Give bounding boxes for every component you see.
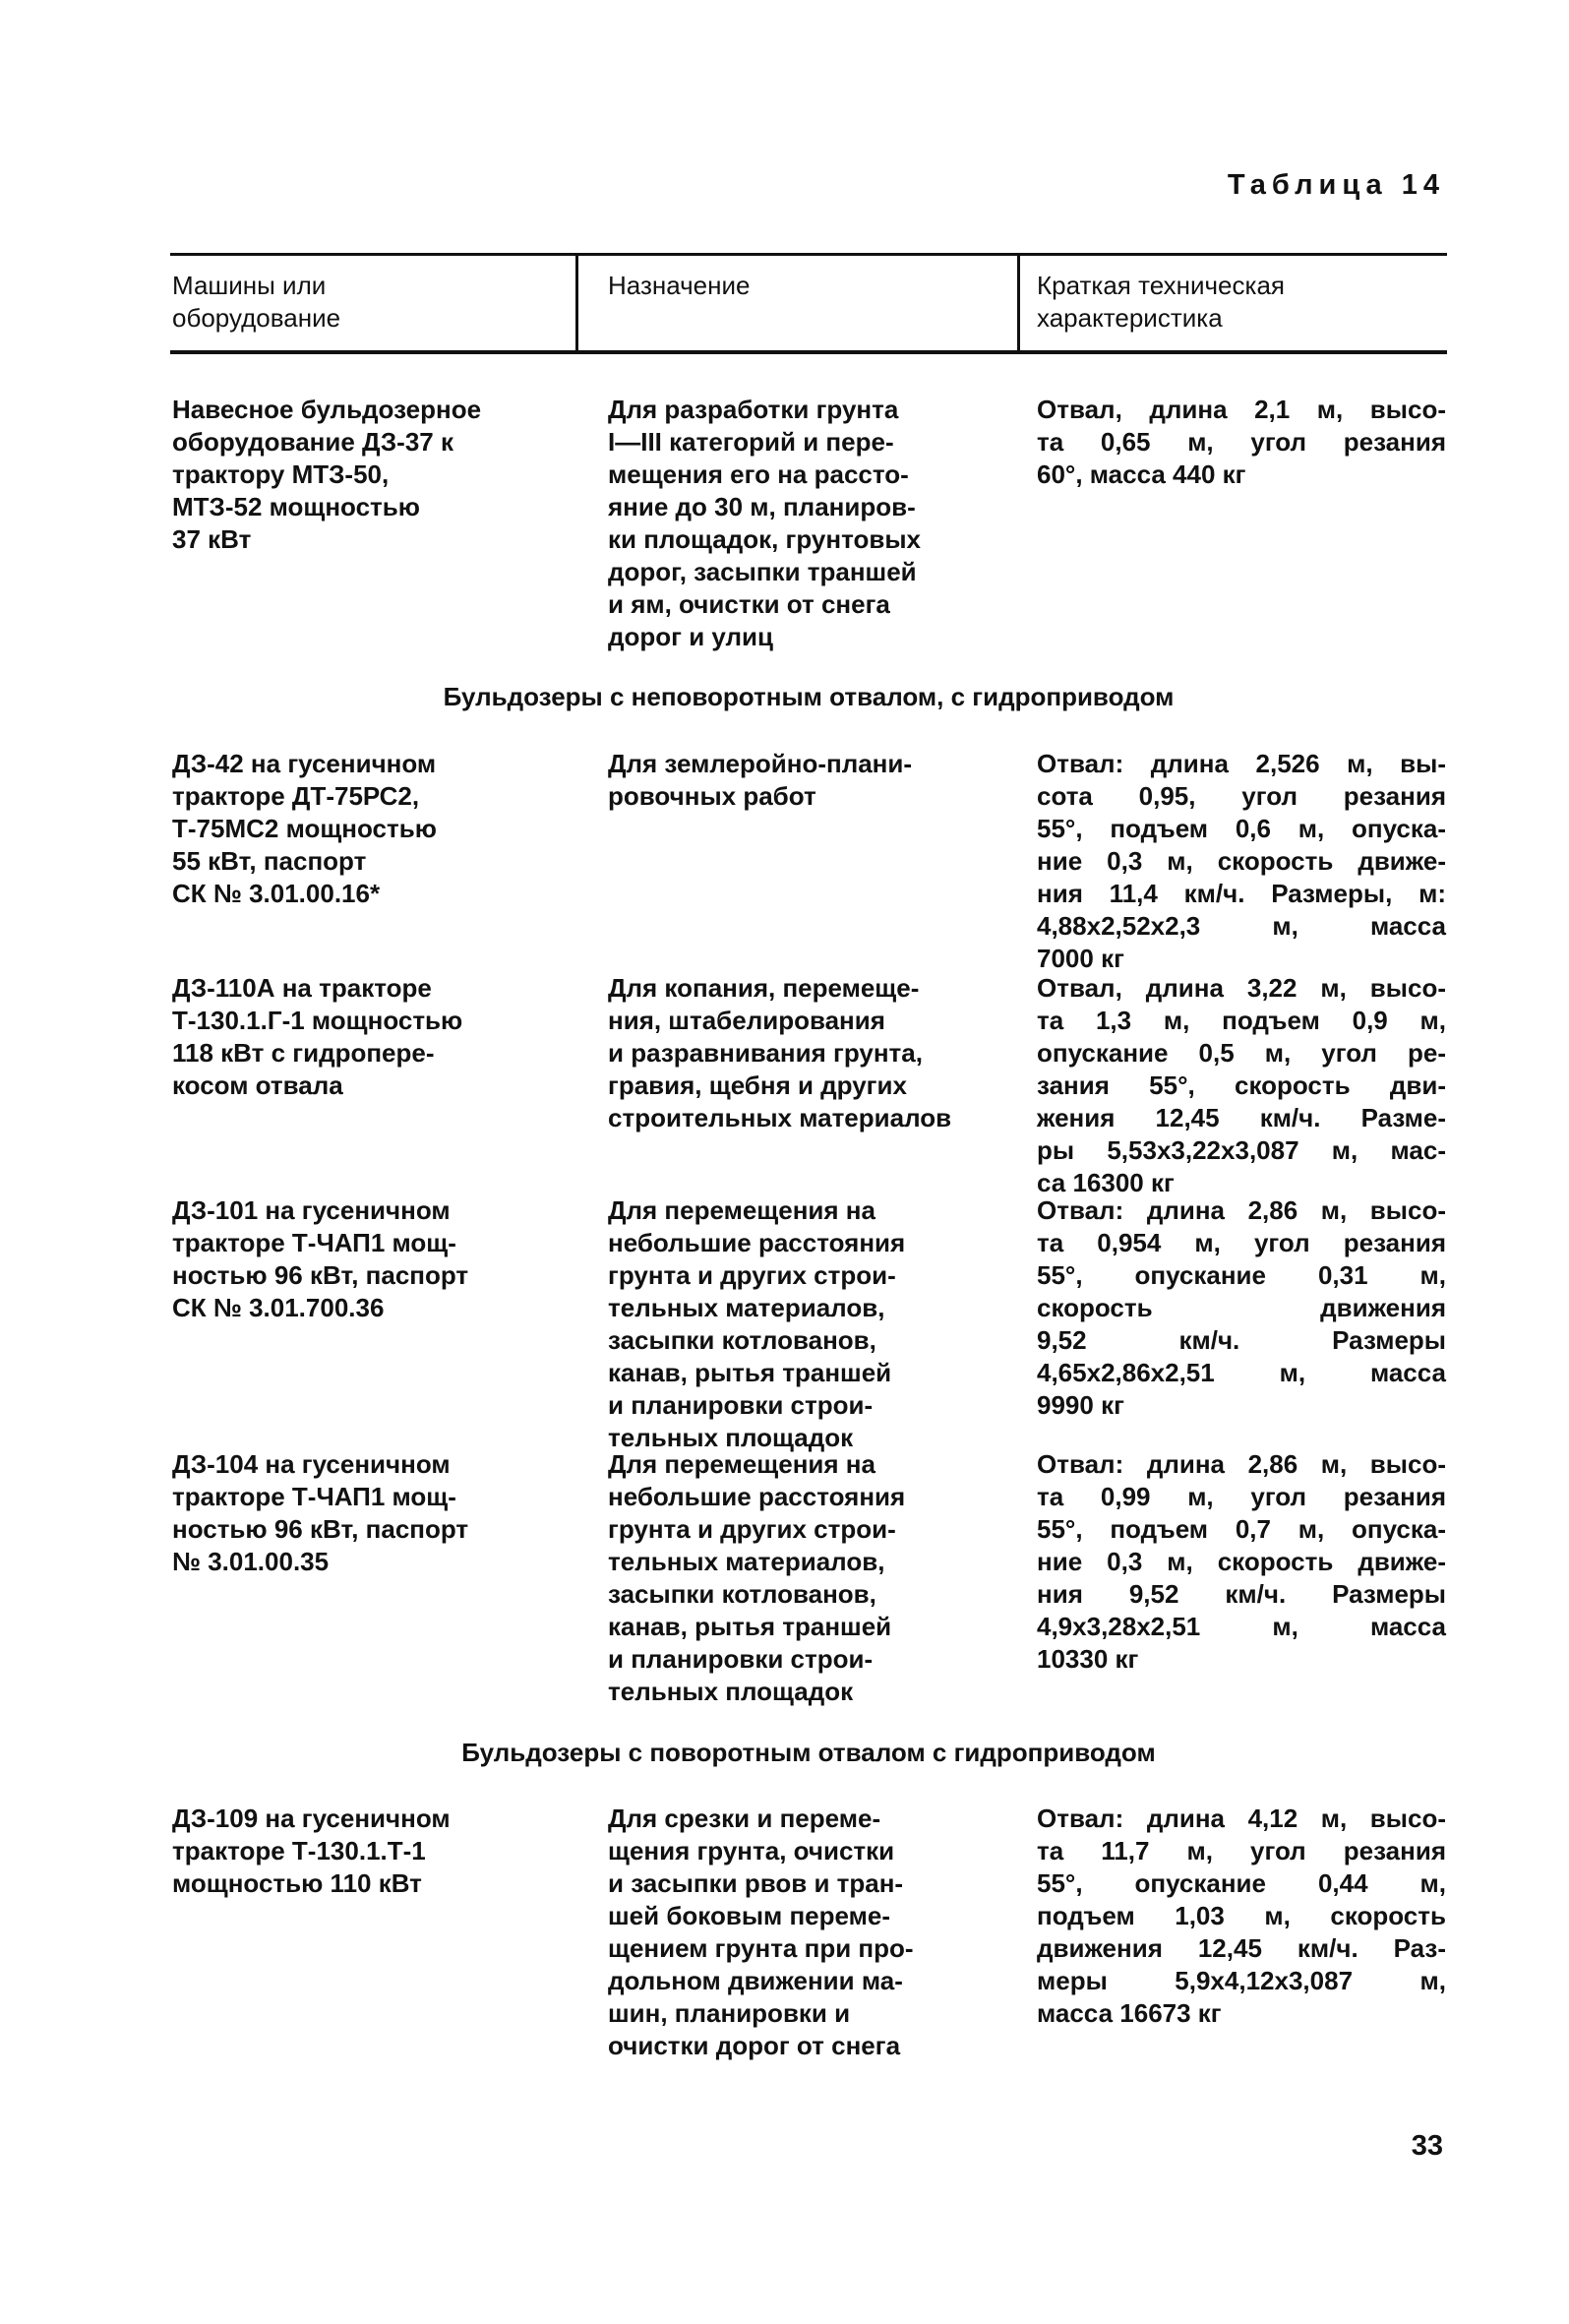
row-dz42-purpose: Для землеройно-плани- ровочных работ — [608, 749, 913, 811]
header-bottom-rule — [170, 350, 1447, 354]
row-dz104-machine: ДЗ-104 на гусеничном тракторе Т-ЧАП1 мощ- ностью 96 кВт, паспорт № 3.01.00.35 — [172, 1449, 469, 1576]
row-dz42-spec: Отвал: длина 2,526 м, вы- сота 0,95, угол резания 55°, подъем 0,6 м, опуска- ние 0,3 м, скорость движе- ния 11,4 км/ч. Размеры, м: 4,88х2,52х2,3 м, масса 7000 кг — [1037, 749, 1446, 973]
header-purpose: Назначение — [608, 271, 751, 300]
header-divider-1 — [575, 253, 578, 354]
table-caption: Таблица 14 — [1227, 169, 1445, 201]
row-dz101-purpose: Для перемещения на небольшие расстояния грунта и других строи- тельных материалов, засыпки котлованов, канав, рытья траншей и планировки строи- тельных площадок — [608, 1195, 906, 1452]
row-dz110a-spec: Отвал, длина 3,22 м, высо- та 1,3 м, подъем 0,9 м, опускание 0,5 м, угол ре- зания 55°, скорость дви- жения 12,45 км/ч. Разме- ры 5,53х3,22х3,087 м, мас- са 16300 кг — [1037, 973, 1446, 1197]
row-dz110a-purpose: Для копания, перемеще- ния, штабелирования и разравнивания грунта, гравия, щебня и других строительных материалов — [608, 973, 952, 1132]
page-number: 33 — [1411, 2130, 1443, 2162]
section-title-fixed-blade: Бульдозеры с неповоротным отвалом, с гидроприводом — [443, 682, 1175, 711]
header-divider-2 — [1017, 253, 1020, 354]
row-dz109-purpose: Для срезки и переме- щения грунта, очистки и засыпки рвов и тран- шей боковым переме- щением грунта при про- дольном движении ма- шин, планировки и очистки дорог от снега — [608, 1804, 914, 2060]
row-dz37-spec: Отвал, длина 2,1 м, высо- та 0,65 м, угол резания 60°, масса 440 кг — [1037, 395, 1446, 489]
row-dz110a-machine: ДЗ-110А на тракторе Т-130.1.Г-1 мощностью 118 кВт с гидропере- косом отвала — [172, 973, 463, 1100]
row-dz42-machine: ДЗ-42 на гусеничном тракторе ДТ-75РС2, Т-75МС2 мощностью 55 кВт, паспорт СК № 3.01.00.16* — [172, 749, 437, 908]
row-dz104-purpose: Для перемещения на небольшие расстояния грунта и других строи- тельных материалов, засыпки котлованов, канав, рытья траншей и планировки строи- тельных площадок — [608, 1449, 906, 1706]
row-dz37-machine: Навесное бульдозерное оборудование ДЗ-37 к трактору МТЗ-50, МТЗ-52 мощностью 37 кВт — [172, 395, 482, 554]
header-machines: Машины или оборудование — [172, 271, 341, 333]
row-dz109-machine: ДЗ-109 на гусеничном тракторе Т-130.1.Т-1 мощностью 110 кВт — [172, 1804, 451, 1898]
row-dz101-spec: Отвал: длина 2,86 м, высо- та 0,954 м, угол резания 55°, опускание 0,31 м, скорость движения 9,52 км/ч. Размеры 4,65х2,86х2,51 м, масса 9990 кг — [1037, 1195, 1446, 1420]
row-dz109-spec: Отвал: длина 4,12 м, высо- та 11,7 м, угол резания 55°, опускание 0,44 м, подъем 1,03 м, скорость движения 12,45 км/ч. Раз- меры 5,9х4,12х3,087 м, масса 16673 кг — [1037, 1804, 1446, 2028]
row-dz37-purpose: Для разработки грунта I—III категорий и пере- мещения его на рассто- яние до 30 м, планиров- ки площадок, грунтовых дорог, засыпки траншей и ям, очистки от снега дорог и улиц — [608, 395, 921, 651]
row-dz104-spec: Отвал: длина 2,86 м, высо- та 0,99 м, угол резания 55°, подъем 0,7 м, опуска- ние 0,3 м, скорость движе- ния 9,52 км/ч. Размеры 4,9х3,28х2,51 м, масса 10330 кг — [1037, 1449, 1446, 1674]
header-top-rule — [170, 253, 1447, 256]
section-title-swivel-blade: Бульдозеры с поворотным отвалом с гидроприводом — [461, 1738, 1156, 1767]
header-spec: Краткая техническая характеристика — [1037, 271, 1285, 333]
row-dz101-machine: ДЗ-101 на гусеничном тракторе Т-ЧАП1 мощ- ностью 96 кВт, паспорт СК № 3.01.700.36 — [172, 1195, 469, 1322]
